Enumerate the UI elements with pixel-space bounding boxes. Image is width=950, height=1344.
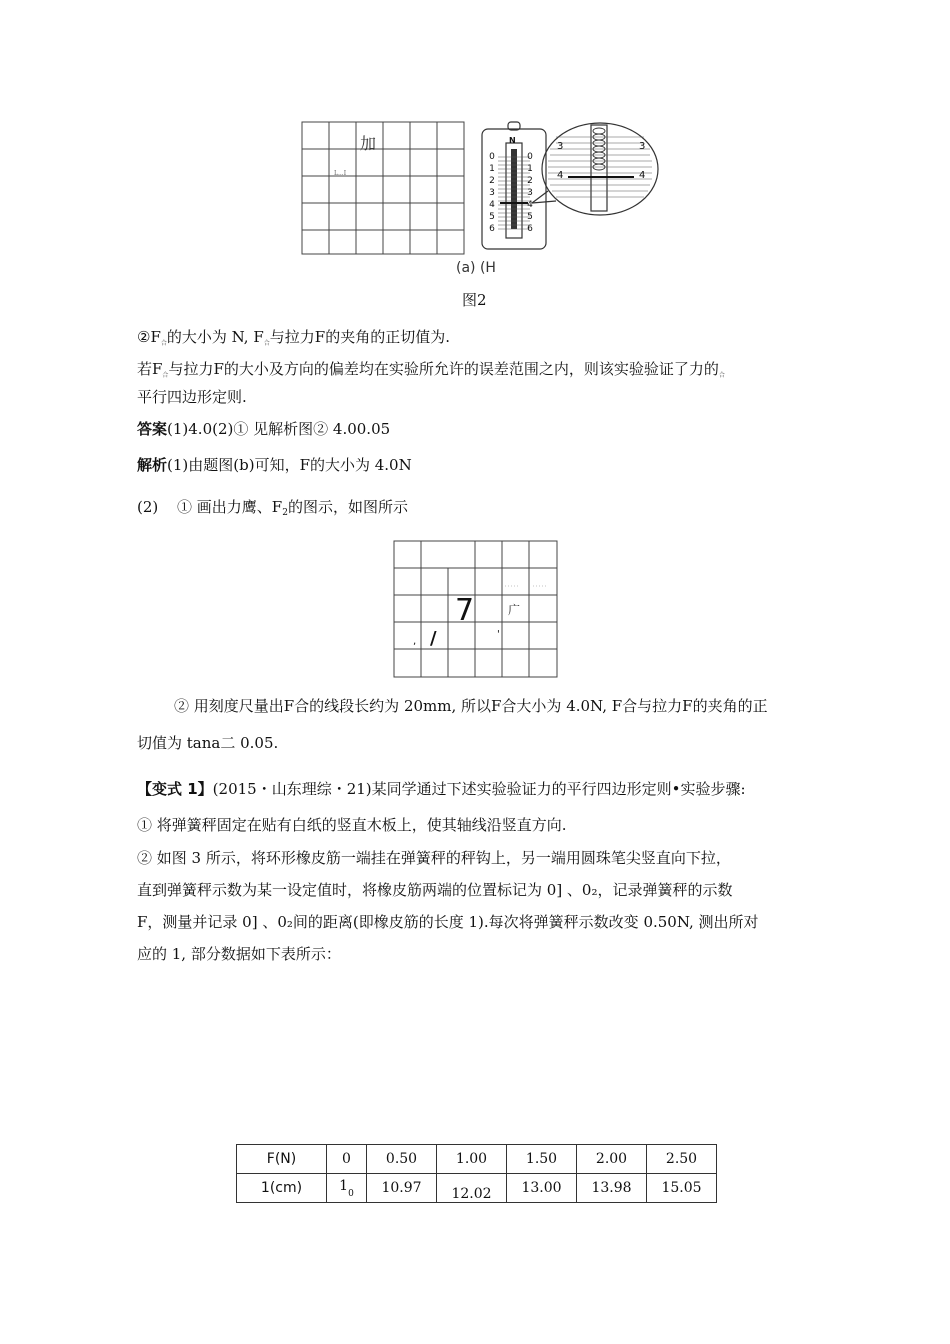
table-cell: 1.00	[437, 1145, 507, 1174]
verify-text: 与拉力F的大小及方向的偏差均在实验所允许的误差范围之内，则该实验验证了力的	[168, 360, 719, 378]
grid-small-label: L...I	[334, 170, 347, 177]
part-number: (2)	[137, 498, 159, 516]
step-2-line-2: 直到弹簧秤示数为某一设定值时，将橡皮筋两端的位置标记为 0] 、0₂，记录弹簧秤的示数	[137, 881, 733, 899]
step-2-line-3: F，测量并记录 0] 、0₂间的距离(即橡皮筋的长度 1).每次将弹簧秤示数改变 0.50N, 测出所对	[137, 913, 759, 931]
verify-line-1	[137, 359, 725, 386]
answer-line	[137, 419, 390, 439]
force-grid-figure	[301, 121, 466, 257]
answer-text: (1)4.0(2)① 见解析图② 4.00.05	[167, 420, 391, 438]
q2-text: 的大小为 N, F	[166, 328, 264, 346]
scale-tick: 1	[527, 164, 533, 174]
zoom-tick-3-right: 3	[639, 141, 646, 152]
table-cell: 0.50	[367, 1145, 437, 1174]
q2-text: 与拉力F的夹角的正切值为.	[269, 328, 450, 346]
q2-text: ②F	[137, 328, 161, 346]
scale-ticks-right	[526, 151, 534, 235]
step-1-line: ① 将弹簧秤固定在贴有白纸的竖直木板上，使其轴线沿竖直方向.	[137, 816, 567, 834]
zoom-tick-4-right: 4	[639, 170, 646, 181]
subscript: 合	[263, 340, 270, 347]
scale-tick: 3	[527, 188, 533, 198]
measure-line-1: ② 用刻度尺量出F合的线段长约为 20mm, 所以F合大小为 4.0N, F合与拉力F的夹角的正	[174, 697, 768, 715]
subscript: 合	[160, 340, 167, 347]
scale-tick: 4	[489, 200, 495, 210]
scale-tick: 0	[527, 152, 533, 162]
cell-value: 1	[339, 1177, 349, 1194]
analysis-text: (1)由题图(b)可知，F的大小为 4.0N	[167, 456, 412, 474]
variant-text: (2015・山东理综・21)某同学通过下述实验验证力的平行四边形定则•实验步骤:	[212, 780, 746, 798]
step-2-line-1: ② 如图 3 所示，将环形橡皮筋一端挂在弹簧秤的秤钩上，另一端用圆珠笔尖竖直向下拉，	[137, 849, 731, 867]
table-cell: 13.98	[577, 1174, 647, 1203]
scale-tick: 2	[489, 176, 495, 186]
question-2-line	[137, 327, 450, 354]
data-table	[236, 1144, 717, 1203]
variant-label: 【变式 1】	[137, 780, 213, 798]
step-2-line-4: 应的 1, 部分数据如下表所示：	[137, 945, 341, 963]
part-2-text: 的图示，如图所示	[287, 498, 408, 516]
verify-line-2: 平行四边形定则.	[137, 388, 247, 406]
table-cell: 2.50	[647, 1145, 717, 1174]
force-arrow-glyph: 7	[455, 593, 475, 628]
table-cell: 10.97	[367, 1174, 437, 1203]
table-cell: 15.05	[647, 1174, 717, 1203]
table-cell: 13.00	[507, 1174, 577, 1203]
answer-grid-figure	[393, 540, 559, 680]
table-cell	[327, 1174, 367, 1203]
figure-caption: 图2	[462, 291, 487, 309]
scale-title: N	[509, 136, 516, 145]
table-row	[237, 1145, 717, 1174]
scale-tick: 3	[489, 188, 495, 198]
scale-tick: 1	[489, 164, 495, 174]
verify-text: 若F	[137, 360, 163, 378]
table-cell: 12.02	[437, 1174, 507, 1203]
subscript: 合	[162, 372, 169, 379]
measure-line-2: 切值为 tana二 0.05.	[137, 734, 279, 752]
variant-line	[137, 779, 746, 799]
small-glyph: 广	[508, 603, 521, 617]
subscript: 0	[348, 1188, 354, 1199]
scale-tick: 4	[527, 200, 533, 210]
subscript: 合	[718, 372, 725, 379]
table-cell: F(N)	[237, 1145, 327, 1174]
zoom-tick-3-left: 3	[557, 141, 564, 152]
table-cell: 0	[327, 1145, 367, 1174]
part-2-text: ① 画出力鹰、F	[177, 498, 283, 516]
table-row	[237, 1174, 717, 1203]
part-2-line	[137, 497, 408, 523]
scale-tick: 2	[527, 176, 533, 186]
subscript: 2	[282, 508, 288, 518]
analysis-line	[137, 455, 412, 475]
scale-tick: 5	[527, 212, 533, 222]
table-cell: 1(cm)	[237, 1174, 327, 1203]
tick-mark: '	[497, 629, 500, 640]
scale-tick: 6	[489, 224, 495, 234]
spring-scale-figure	[478, 121, 663, 253]
answer-label: 答案	[137, 420, 168, 438]
scale-tick: 0	[489, 152, 495, 162]
comma-mark: ,	[413, 636, 417, 647]
scale-tick: 6	[527, 224, 533, 234]
analysis-label: 解析	[137, 456, 168, 474]
grid-label: 加	[360, 134, 377, 153]
slash-mark: /	[430, 628, 437, 649]
figure-sub-caption: (a) (H	[456, 260, 496, 276]
zoom-tick-4-left: 4	[557, 170, 564, 181]
table-cell: 1.50	[507, 1145, 577, 1174]
table-cell: 2.00	[577, 1145, 647, 1174]
scale-tick: 5	[489, 212, 495, 222]
scale-ticks-left	[488, 151, 496, 235]
